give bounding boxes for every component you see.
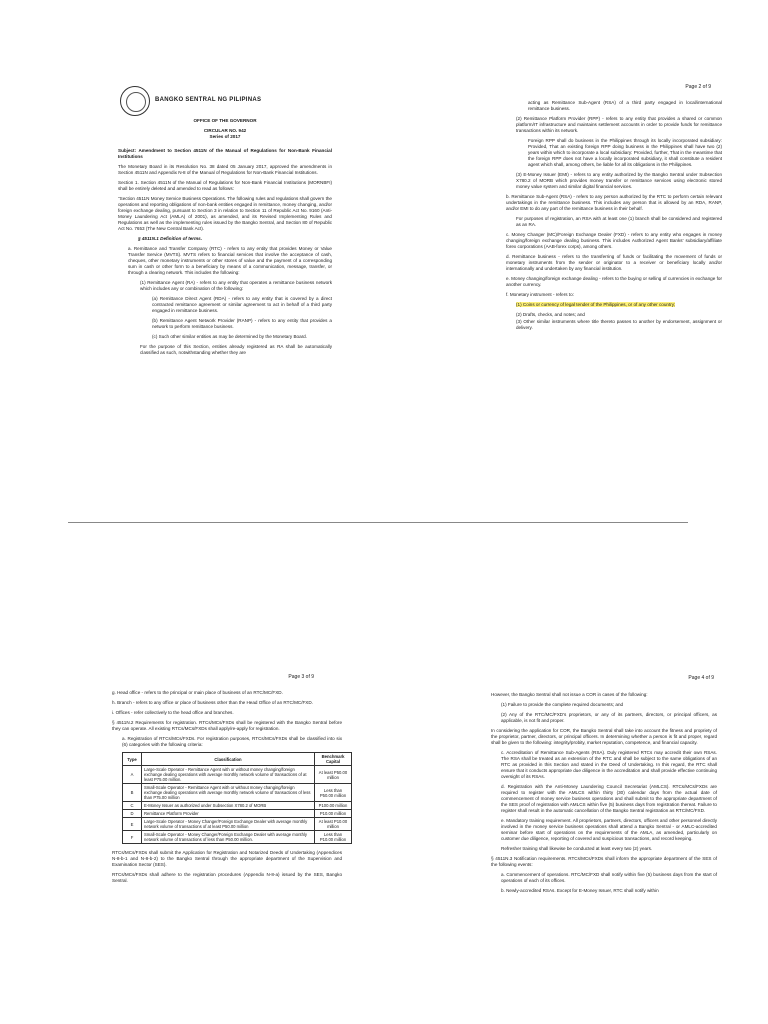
classification-table — [122, 752, 352, 844]
page-4-content — [491, 692, 717, 898]
definition-a2: (2) Remittance Platform Provider (RPP) - refers to any entity that provides a shared or common platform/IT infrastructure and maintains settlement accounts in order to provide funds for remittance transactions within its network. — [516, 116, 722, 133]
cell-capital: Less than P10.00 million — [315, 831, 352, 844]
page-3 — [0, 512, 384, 1024]
registration-a: a. Registration of RTCs/MCs/FXDs. For registration purposes, RTCs/MCs/FXDs shall be classified into six (6) categories with the following criteria: — [122, 736, 342, 747]
cell-classification: E-Money Issuer as authorized under Subsection X780.2 of MORB — [142, 802, 315, 810]
cell-capital: Less than P50.00 million — [315, 784, 352, 802]
cell-capital: P100.00 million — [315, 802, 352, 810]
definition-e: e. Money changing/foreign exchange dealing - refers to the buying or selling of currencies in exchange for another currency. — [506, 276, 722, 287]
cell-classification: Remittance Platform Provider — [142, 810, 315, 818]
cell-type: C — [123, 802, 142, 810]
fit-and-proper: In considering the application for COR, the Bangko Sentral shall take into account the fitness and propriety of the proprietor, partner, directors, or principal officers. In determining whether a person is fit and proper, regard shall be given to the following: integrity/probity, market reputation, competence, and financial capacity. — [491, 728, 717, 745]
cell-capital: P10.00 million — [315, 810, 352, 818]
definition-a: a. Remittance and Transfer Company (RTC) - refers to any entity that provides Money or Value Transfer Service (MVTS). MVTS refers to financial services that involve the acceptance of cash, cheques, other monetary instruments or other stores of value and the payment of a corresponding sum in cash or other form to a beneficiary by means of a communication, message, transfer, or through a clearing network. This includes the following: — [128, 246, 332, 275]
definition-c: c. Money Changer (MC)/Foreign Exchange Dealer (FXD) - refers to any entity who engages in money changing/foreign exchange dealing business. This includes Authorized Agent Banks' subsidiary/affiliate forex corporations (AAB-forex corps), among others. — [506, 232, 722, 249]
cell-type: E — [123, 818, 142, 831]
definitions-heading: § 4511N.1 Definition of terms. — [138, 236, 202, 241]
table-header-row — [123, 753, 352, 766]
definition-a1b: (b) Remittance Agent Network Provider (RANP) - refers to any entity that provides a network to perform remittance business. — [152, 318, 332, 329]
newly-accredited-rsas: b. Newly-accredited RSAs. Except for E-Money Issuer, RTC shall notify within — [501, 888, 659, 893]
definition-f2: (2) Drafts, checks, and notes; and — [516, 312, 585, 317]
highlighted-text: (1) Coins or currency of legal tender of the Philippines, or of any other country; — [516, 302, 676, 307]
page-1 — [0, 0, 384, 512]
col-classification: Classification — [142, 753, 315, 766]
mandatory-training: e. Mandatory training requirement. All proprietors, partners, directors, officers and other personnel directly involved in the money service business operations shall attend a Bangko Sentral - or AMLC-accredited seminar before start of operations on the requirements of the AMLA, as amended, particularly on customer due diligence, reporting of covered and suspicious transactions, and record keeping. — [501, 818, 717, 841]
page-3-content — [112, 690, 348, 888]
bsp-seal-icon — [120, 86, 150, 116]
cell-type: F — [123, 831, 142, 844]
col-benchmark: Benchmark Capital — [315, 753, 352, 766]
definition-b: b. Remittance Sub-Agent (RSA) - refers to any person authorized by the RTC to perform certain relevant undertakings in the remittance business. This includes any person that is allowed by an RDA, RANP, and/or EMI to do any part of the remittance business in their behalf. — [506, 194, 722, 211]
application-submission: RTCs/MCs/FXDs shall submit the Application for Registration and Notarized Deeds of Undertaking (Appendices N-8-b-1 and N-8-b-2) to the Bangko Sentral through the appropriate department of the Supervision and Examination Sector (SES). — [112, 850, 342, 867]
foreign-rpp: Foreign RPP shall do business in the Philippines through its locally incorporated subsidiary: Provided, That an existing foreign RPP doing business in the Philippines shall have two (2) years within which to incorporate a local subsidiary: Provided, further, That in the meantime that the foreign RPP does not have a locally incorporated subsidiary, it shall constitute a resident agent which shall, among others, be liable for all its obligations in the Philippines. — [528, 138, 722, 167]
definition-a1: (1) Remittance Agent (RA) - refers to any entity that operates a remittance business network which includes any or combination of the following: — [140, 280, 332, 291]
cor-item-1: (1) Failure to provide the complete required documents; and — [501, 702, 624, 707]
cell-capital: At least P50.00 million — [315, 766, 352, 784]
circular-series: Series of 2017 — [209, 134, 241, 139]
page-number: Page 2 of 9 — [685, 84, 711, 90]
table-row — [123, 784, 352, 802]
notification-requirements: § 4511N.3 Notification requirements. RTCs/MCs/FXDs shall inform the appropriate department of the SES of the following events: — [491, 856, 717, 867]
amlcs-registration: d. Registration with the Anti-Money Laundering Council Secretariat (AMLCS). RTCs/MCs/FXDs are required to register with the AMLCS within thirty (30) calendar days from the actual date of commencement of money service business operations and shall submit to the appropriate department of the SES proof of registration with AMLCS within five (5) business days from registration thereat. Failure to register shall result in the automatic cancellation of the Bangko Sentral registration as RTC/MC/FXD. — [501, 784, 717, 813]
cell-type: B — [123, 784, 142, 802]
accreditation-rsa: c. Accreditation of Remittance Sub-Agents (RSA). Duly registered RTCs may accredit their own RSAs. The RSA shall be treated as an extension of the RTC and shall be subject to the same obligations of an RTC as provided in this Section and stated in the Deed of Undertaking. In this regard, the RTC shall ensure that it conducts appropriate due diligence in the accreditation and shall provide effective continuing oversight of its RSAs. — [501, 750, 717, 779]
definition-d: d. Remittance business - refers to the transferring of funds or facilitating the movement of funds or monetary instruments from the sender or originator to a receiver or beneficiary locally and/or internationally and undertaken by any financial institution. — [506, 254, 722, 271]
registration-requirements: § 4511N.2 Requirements for registration. RTCs/MCs/FXDs shall be registered with the Bangko Sentral before they can operate. All existing RTCs/MCs/FXDs shall apply/re-apply for registration. — [112, 720, 342, 731]
page-number: Page 4 of 9 — [688, 675, 714, 681]
intro-paragraph: The Monetary Board in its Resolution No. 38 dated 05 January 2017, approved the amendments in Section 4511N and Appendix N-8 of the Manual of Regulations for Non-Bank Financial Institutions. — [118, 164, 332, 175]
cell-classification: Large-Scale Operator - Money Changer/Foreign Exchange Dealer with average monthly network volume of transactions of at least P50.00 million — [142, 818, 315, 831]
table-row — [123, 802, 352, 810]
page-4 — [384, 512, 768, 1024]
page-number: Page 3 of 9 — [288, 674, 314, 680]
definition-a1c: (c) Such other similar entities as may be determined by the Monetary Board. — [152, 334, 307, 339]
definition-f: f. Monetary instrument - refers to: — [506, 292, 574, 297]
cell-capital: At least P10.00 million — [315, 818, 352, 831]
registration-procedures: RTCs/MCs/FXDs shall adhere to the registration procedures (Appendix N-8-a) issued by the SES, Bangko Sentral. — [112, 872, 342, 883]
page-1-content — [118, 118, 332, 360]
definition-h: h. Branch - refers to any office or place of business other than the Head Office of an RTC/MC/FXD. — [112, 700, 313, 705]
table-row — [123, 766, 352, 784]
col-type: Type — [123, 753, 142, 766]
cell-classification: Small-Scale Operator - Money Changer/Foreign Exchange Dealer with average monthly network volume of transactions of less than P50.00 million. — [142, 831, 315, 844]
office-title: OFFICE OF THE GOVERNOR — [193, 118, 257, 123]
circular-number: CIRCULAR NO. 942 — [203, 128, 247, 133]
definition-f3: (3) Other similar instruments where title thereto passes to another by endorsement, assignment or delivery. — [516, 319, 722, 330]
definition-f1 — [516, 302, 722, 308]
section-4511n-intro: "Section 4511N Money Service Business Operations. The following rules and regulations shall govern the operations and reporting obligations of non-bank entities engaged in remittance, money changing, and/or foreign exchange dealing, pursuant to Section 3 in relation to Section 11 of Republic Act No. 9160 (Anti-Money Laundering Act (AMLA) of 2001), as amended, and its Revised Implementing Rules and Regulations as well as the implementing rules issued by the Bangko Sentral, and Section 80 of Republic Act No. 7653 (The New Central Bank Act). — [118, 196, 332, 231]
cor-item-2: (2) Any of the RTC/MC/FXD's proprietors, or any of its partners, directors, or principal officers, as applicable, is not fit and proper. — [501, 712, 717, 723]
definition-a3: (3) E-Money Issuer (EMI) - refers to any entity authorized by the Bangko Sentral under Subsection X780.2 of MORB which provides money transfer or remittance services using electronic stored money value system and similar digital financial services. — [516, 172, 722, 189]
page-2 — [384, 0, 768, 512]
table-row — [123, 818, 352, 831]
cell-classification: Large-Scale Operator - Remittance Agent with or without money changing/foreign exchange dealing operations with average monthly network volume of transactions of at least P75.00 million. — [142, 766, 315, 784]
cell-type: D — [123, 810, 142, 818]
page-2-content — [506, 100, 722, 335]
section-1: Section 1. Section 4511N of the Manual of Regulations for Non-Bank Financial Institutions (MORNBFI) shall be entirely deleted and amended to read as follows: — [118, 180, 332, 191]
definition-i: i. Offices - refer collectively to the head office and branches. — [112, 710, 234, 715]
table-row — [123, 831, 352, 844]
definition-a1-tail: For the purpose of this Section, entities already registered as RA shall be automatically classified as such, notwithstanding whether they are — [140, 344, 332, 355]
table-row — [123, 810, 352, 818]
refresher-training: Refresher training shall likewise be conducted at least every two (2) years. — [501, 846, 653, 851]
cell-classification: Small-Scale Operator - Remittance Agent with or without money changing/foreign exchange dealing operations with average monthly network volume of transactions of less than P75.00 million — [142, 784, 315, 802]
rsa-registration: For purposes of registration, an RSA with at least one (1) branch shall be considered and registered as an RA. — [516, 216, 722, 227]
bank-name: BANGKO SENTRAL NG PILIPINAS — [155, 97, 262, 103]
definition-g: g. Head office - refers to the principal or main place of business of an RTC/MC/FXD. — [112, 690, 283, 695]
commencement-operations: a. Commencement of operations. RTC/MC/FXD shall notify within five (5) business days from the start of operations of each of its offices. — [501, 872, 717, 883]
rsa-continuation: acting as Remittance Sub-Agent (RSA) of a third party engaged in local/international remittance business. — [528, 100, 722, 111]
cor-intro: However, the Bangko Sentral shall not issue a COR in cases of the following: — [491, 692, 648, 697]
definition-a1a: (a) Remittance Direct Agent (RDA) - refers to any entity that is covered by a direct contracted remittance agreement or similar agreement to act in behalf of a third party engaged in remittance business. — [152, 296, 332, 313]
cell-type: A — [123, 766, 142, 784]
subject: Subject: Amendment to Section 4511N of the Manual of Regulations for Non-Bank Financial Institutions — [118, 148, 332, 159]
